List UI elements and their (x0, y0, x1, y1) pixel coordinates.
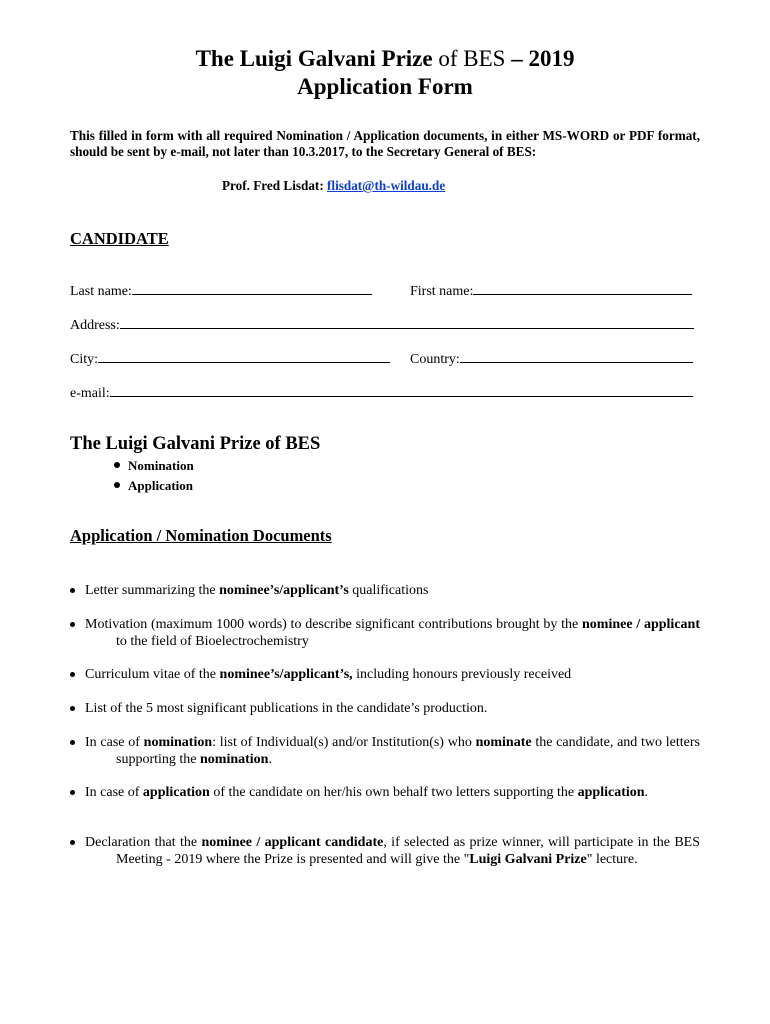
document-item-text: Declaration that the (85, 835, 202, 850)
document-item-text: , if selected as prize winner, will participate in the BES Meeting - 2019 where the Prize is presented and will give the " (116, 835, 700, 867)
document-item-text: In case of (85, 735, 144, 750)
prize-type-heading: The Luigi Galvani Prize of BES (70, 434, 321, 454)
bullet-icon (114, 482, 120, 488)
bullet-icon (114, 462, 120, 468)
document-item (70, 700, 700, 717)
address-label: Address: (70, 318, 120, 333)
title-prize-name: The Luigi Galvani Prize (195, 46, 433, 71)
bullet-icon (70, 790, 75, 795)
document-item-text: . (268, 752, 272, 767)
option-nomination[interactable] (114, 458, 194, 474)
city-field[interactable] (70, 350, 390, 369)
option-application[interactable] (114, 478, 193, 494)
first-name-label: First name: (410, 284, 474, 299)
document-item (70, 834, 700, 868)
document-item (70, 734, 700, 768)
document-item (70, 784, 700, 801)
document-item-text: to the field of Bioelectrochemistry (116, 634, 309, 649)
document-item-text: " lecture. (586, 852, 638, 867)
document-item-text: nominee / applicant candidate (201, 835, 384, 850)
document-item-text: : list of Individual(s) and/or Institution(s) who (212, 735, 476, 750)
option-nomination-label: Nomination (128, 458, 194, 473)
address-line[interactable] (120, 316, 694, 329)
submission-instructions: This filled in form with all required Nomination / Application documents, in either MS-WORD or PDF format, should be sent by e-mail, not later than 10.3.2017, to the Secretary General of BES: (70, 128, 700, 159)
country-line[interactable] (460, 350, 693, 363)
document-item-text: nominate (475, 735, 532, 750)
contact-line (222, 178, 445, 194)
first-name-line[interactable] (473, 282, 692, 295)
bullet-icon (70, 740, 75, 745)
title-of-bes: of BES (432, 46, 512, 71)
bullet-icon (70, 672, 75, 677)
document-item-text: application (577, 785, 645, 800)
title-year: – 2019 (511, 46, 575, 71)
document-item-text: nominee / applicant (582, 617, 700, 632)
bullet-icon (70, 588, 75, 593)
document-item-text: qualifications (348, 583, 429, 598)
bullet-icon (70, 706, 75, 711)
document-item-text: nominee’s/applicant’s (219, 583, 349, 598)
email-line[interactable] (110, 384, 693, 397)
document-item-text: Motivation (maximum 1000 words) to describe significant contributions brought by the (85, 617, 583, 632)
city-label: City: (70, 352, 99, 367)
document-item-text: Curriculum vitae of the (85, 667, 220, 682)
email-field[interactable] (70, 384, 693, 403)
document-item-text: nominee’s/applicant’s, (219, 667, 353, 682)
document-item-text: . (644, 785, 649, 800)
candidate-heading: CANDIDATE (70, 229, 169, 248)
bullet-icon (70, 622, 75, 627)
document-item (70, 582, 700, 599)
country-field[interactable] (410, 350, 693, 369)
document-item-text: Luigi Galvani Prize (469, 852, 587, 867)
form-title-line1 (0, 45, 770, 73)
contact-name: Prof. Fred Lisdat: (222, 178, 328, 193)
country-label: Country: (410, 352, 460, 367)
last-name-field[interactable] (70, 282, 372, 301)
document-item-text: of the candidate on her/his own behalf two letters supporting the (209, 785, 578, 800)
document-item-text: nomination (200, 752, 269, 767)
document-item (70, 616, 700, 650)
email-label: e-mail: (70, 386, 110, 401)
document-item (70, 666, 700, 683)
form-title-line2: Application Form (297, 74, 473, 99)
bullet-icon (70, 840, 75, 845)
document-item-text: List of the 5 most significant publications in the candidate’s production. (85, 701, 488, 716)
contact-email-link[interactable]: flisdat@th-wildau.de (327, 178, 446, 193)
document-item-text: nomination (143, 735, 213, 750)
address-field[interactable] (70, 316, 694, 335)
document-item-text: Letter summarizing the (85, 583, 220, 598)
city-line[interactable] (98, 350, 390, 363)
option-application-label: Application (128, 478, 194, 493)
document-item-text: the candidate, and two letters supporting the (116, 735, 700, 767)
document-item-text: In case of (85, 785, 143, 800)
first-name-field[interactable] (410, 282, 692, 301)
last-name-line[interactable] (132, 282, 372, 295)
document-item-text: application (142, 785, 210, 800)
document-item-text: including honours previously received (352, 667, 572, 682)
documents-heading: Application / Nomination Documents (70, 526, 332, 545)
last-name-label: Last name: (70, 284, 132, 299)
